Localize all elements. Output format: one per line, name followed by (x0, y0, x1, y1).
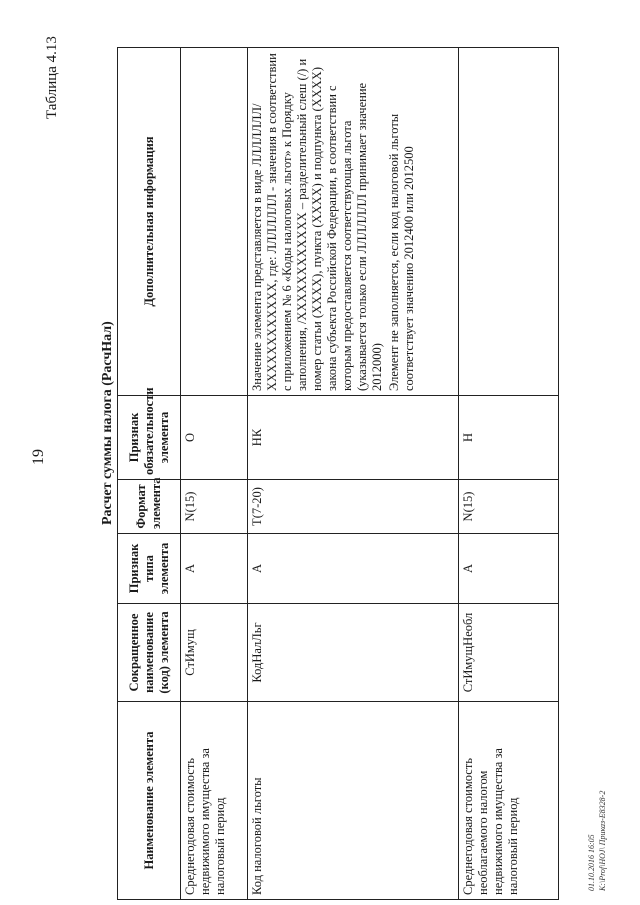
cell-required: О (181, 396, 248, 480)
info-paragraph: Элемент не заполняется, если код налоговой льготы соответствует значению 2012400 или 2012500 (387, 113, 416, 391)
cell-code: СтИмущНеобл (459, 604, 559, 702)
cell-name: Код налоговой льготы (248, 702, 459, 900)
header-name: Наименование элемента (118, 702, 181, 900)
stamp-path: К:\Prof\HOJ\ Приказ-Е8328-2 (598, 790, 607, 891)
cell-type: А (181, 534, 248, 604)
cell-code: КодНалЛьг (248, 604, 459, 702)
header-code: Сокращенное наименование (код) элемента (118, 604, 181, 702)
table-header-row (118, 48, 181, 900)
cell-required: НК (248, 396, 459, 480)
table-row (248, 48, 459, 900)
table-title: Расчет суммы налога (РасчНал) (100, 321, 115, 525)
table-caption: Таблица 4.13 (44, 36, 60, 119)
table-row (181, 48, 248, 900)
header-type: Признак типа элемента (118, 534, 181, 604)
cell-info (181, 48, 248, 396)
table-row (459, 48, 559, 900)
header-info: Дополнительная информация (118, 48, 181, 396)
data-table (117, 47, 559, 900)
info-paragraph: Значение элемента представляется в виде ЛЛЛЛЛЛЛ/ХХХХХХХХХХХХ, где: ЛЛЛЛЛЛЛ - значения в соответствии с приложением № 6 «Коды налоговых льгот» к Порядку заполнения, /ХХХХХХХХХХХХ – разделительный слеш (/) и номер статьи (ХХХХ), пункта (ХХХХ) и подпункта (ХХХХ) закона субъекта Российской Федерации, в соответствии с которым предоставляется соответствующая льгота (указывается только если ЛЛЛЛЛЛЛ принимает значение 2012000) (250, 53, 384, 391)
header-format: Формат элемента (118, 480, 181, 534)
cell-name: Среднегодовая стоимость необлагаемого налогом недвижимого имущества за налоговый период (459, 702, 559, 900)
cell-format: N(15) (181, 480, 248, 534)
cell-info (248, 48, 459, 396)
header-required: Признак обязательности элемента (118, 396, 181, 480)
stamp-date: 01.10.2016 16:05 (587, 834, 596, 891)
cell-format: N(15) (459, 480, 559, 534)
cell-info (459, 48, 559, 396)
cell-type: А (248, 534, 459, 604)
cell-code: СтИмущ (181, 604, 248, 702)
cell-required: Н (459, 396, 559, 480)
print-stamp (586, 791, 608, 891)
cell-name: Среднегодовая стоимость недвижимого имущества за налоговый период (181, 702, 248, 900)
cell-type: А (459, 534, 559, 604)
page-number: 19 (30, 449, 47, 465)
cell-format: T(7-20) (248, 480, 459, 534)
